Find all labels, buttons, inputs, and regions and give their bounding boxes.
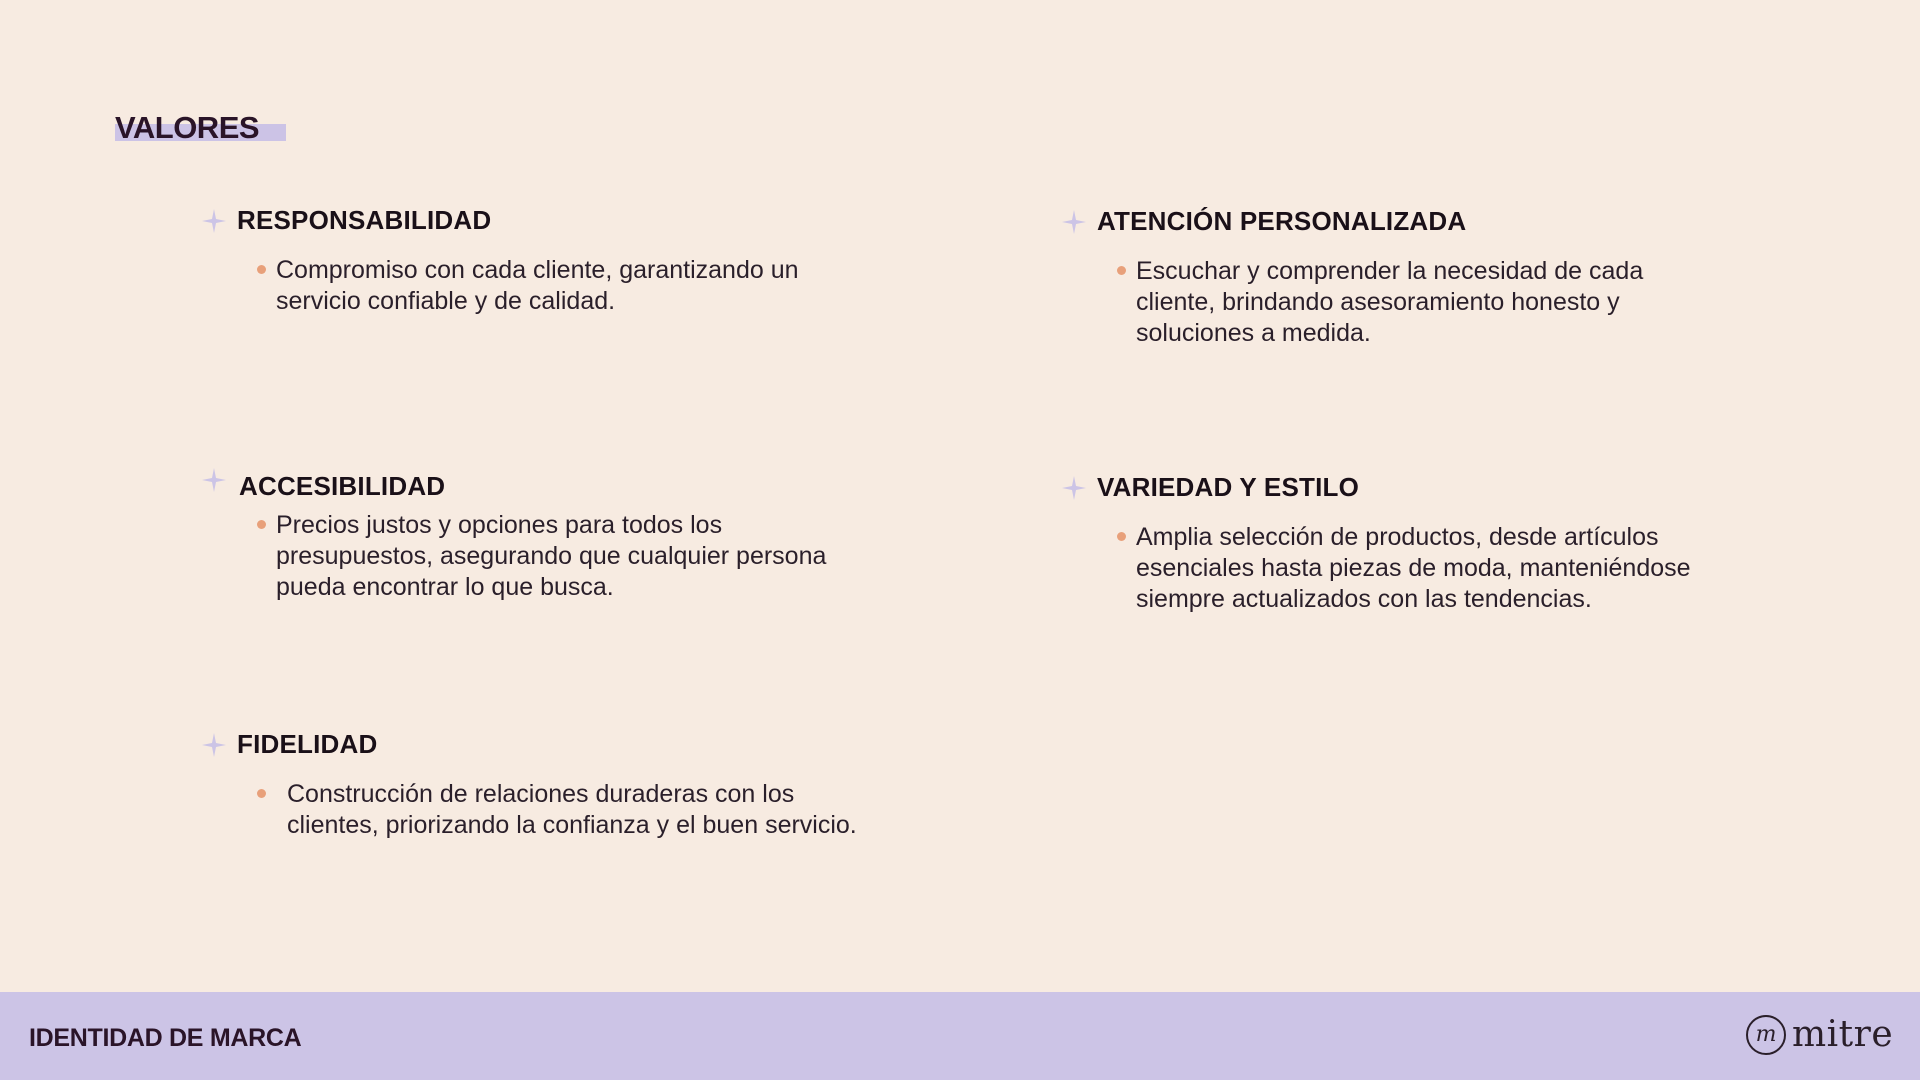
sparkle-icon bbox=[201, 732, 227, 758]
brand-logo bbox=[1746, 1014, 1893, 1055]
value-accesibilidad bbox=[201, 471, 901, 603]
bullet-icon bbox=[1117, 532, 1126, 541]
page-title: VALORES bbox=[115, 110, 260, 145]
value-text: Construcción de relaciones duraderas con los clientes, priorizando la confianza y el buen servicio. bbox=[287, 780, 857, 839]
footer-title: IDENTIDAD DE MARCA bbox=[29, 1024, 302, 1052]
value-title: ACCESIBILIDAD bbox=[239, 471, 446, 501]
value-text: Compromiso con cada cliente, garantizando un servicio confiable y de calidad. bbox=[276, 256, 799, 315]
list-item bbox=[257, 779, 877, 841]
bullet-icon bbox=[257, 789, 266, 798]
value-title: ATENCIÓN PERSONALIZADA bbox=[1097, 206, 1467, 236]
value-heading bbox=[201, 471, 901, 502]
value-heading bbox=[201, 729, 921, 760]
value-text: Precios justos y opciones para todos los presupuestos, asegurando que cualquier persona pueda encontrar lo que busca. bbox=[276, 511, 827, 601]
bullet-icon bbox=[1117, 266, 1126, 275]
list-item bbox=[257, 510, 857, 603]
bullet-icon bbox=[257, 520, 266, 529]
value-heading bbox=[1061, 206, 1781, 237]
list-item bbox=[1117, 522, 1717, 615]
value-heading bbox=[201, 205, 901, 236]
value-responsabilidad bbox=[201, 205, 901, 317]
value-variedad-y-estilo bbox=[1061, 472, 1781, 615]
value-heading bbox=[1061, 472, 1781, 503]
sparkle-icon bbox=[201, 208, 227, 234]
value-atencion-personalizada bbox=[1061, 206, 1781, 349]
list-item bbox=[1117, 256, 1657, 349]
value-title: RESPONSABILIDAD bbox=[237, 205, 492, 235]
value-fidelidad bbox=[201, 729, 921, 841]
value-title: FIDELIDAD bbox=[237, 729, 378, 759]
sparkle-icon bbox=[201, 467, 227, 493]
sparkle-icon bbox=[1061, 209, 1087, 235]
sparkle-icon bbox=[1061, 475, 1087, 501]
logo-mark-icon: m bbox=[1746, 1015, 1786, 1055]
brand-name: mitre bbox=[1792, 1014, 1894, 1055]
value-title: VARIEDAD Y ESTILO bbox=[1097, 472, 1360, 502]
list-item bbox=[257, 255, 857, 317]
value-text: Amplia selección de productos, desde artículos esenciales hasta piezas de moda, manteniéndose siempre actualizados con las tendencias. bbox=[1136, 523, 1691, 613]
bullet-icon bbox=[257, 265, 266, 274]
value-text: Escuchar y comprender la necesidad de cada cliente, brindando asesoramiento honesto y soluciones a medida. bbox=[1136, 257, 1644, 347]
